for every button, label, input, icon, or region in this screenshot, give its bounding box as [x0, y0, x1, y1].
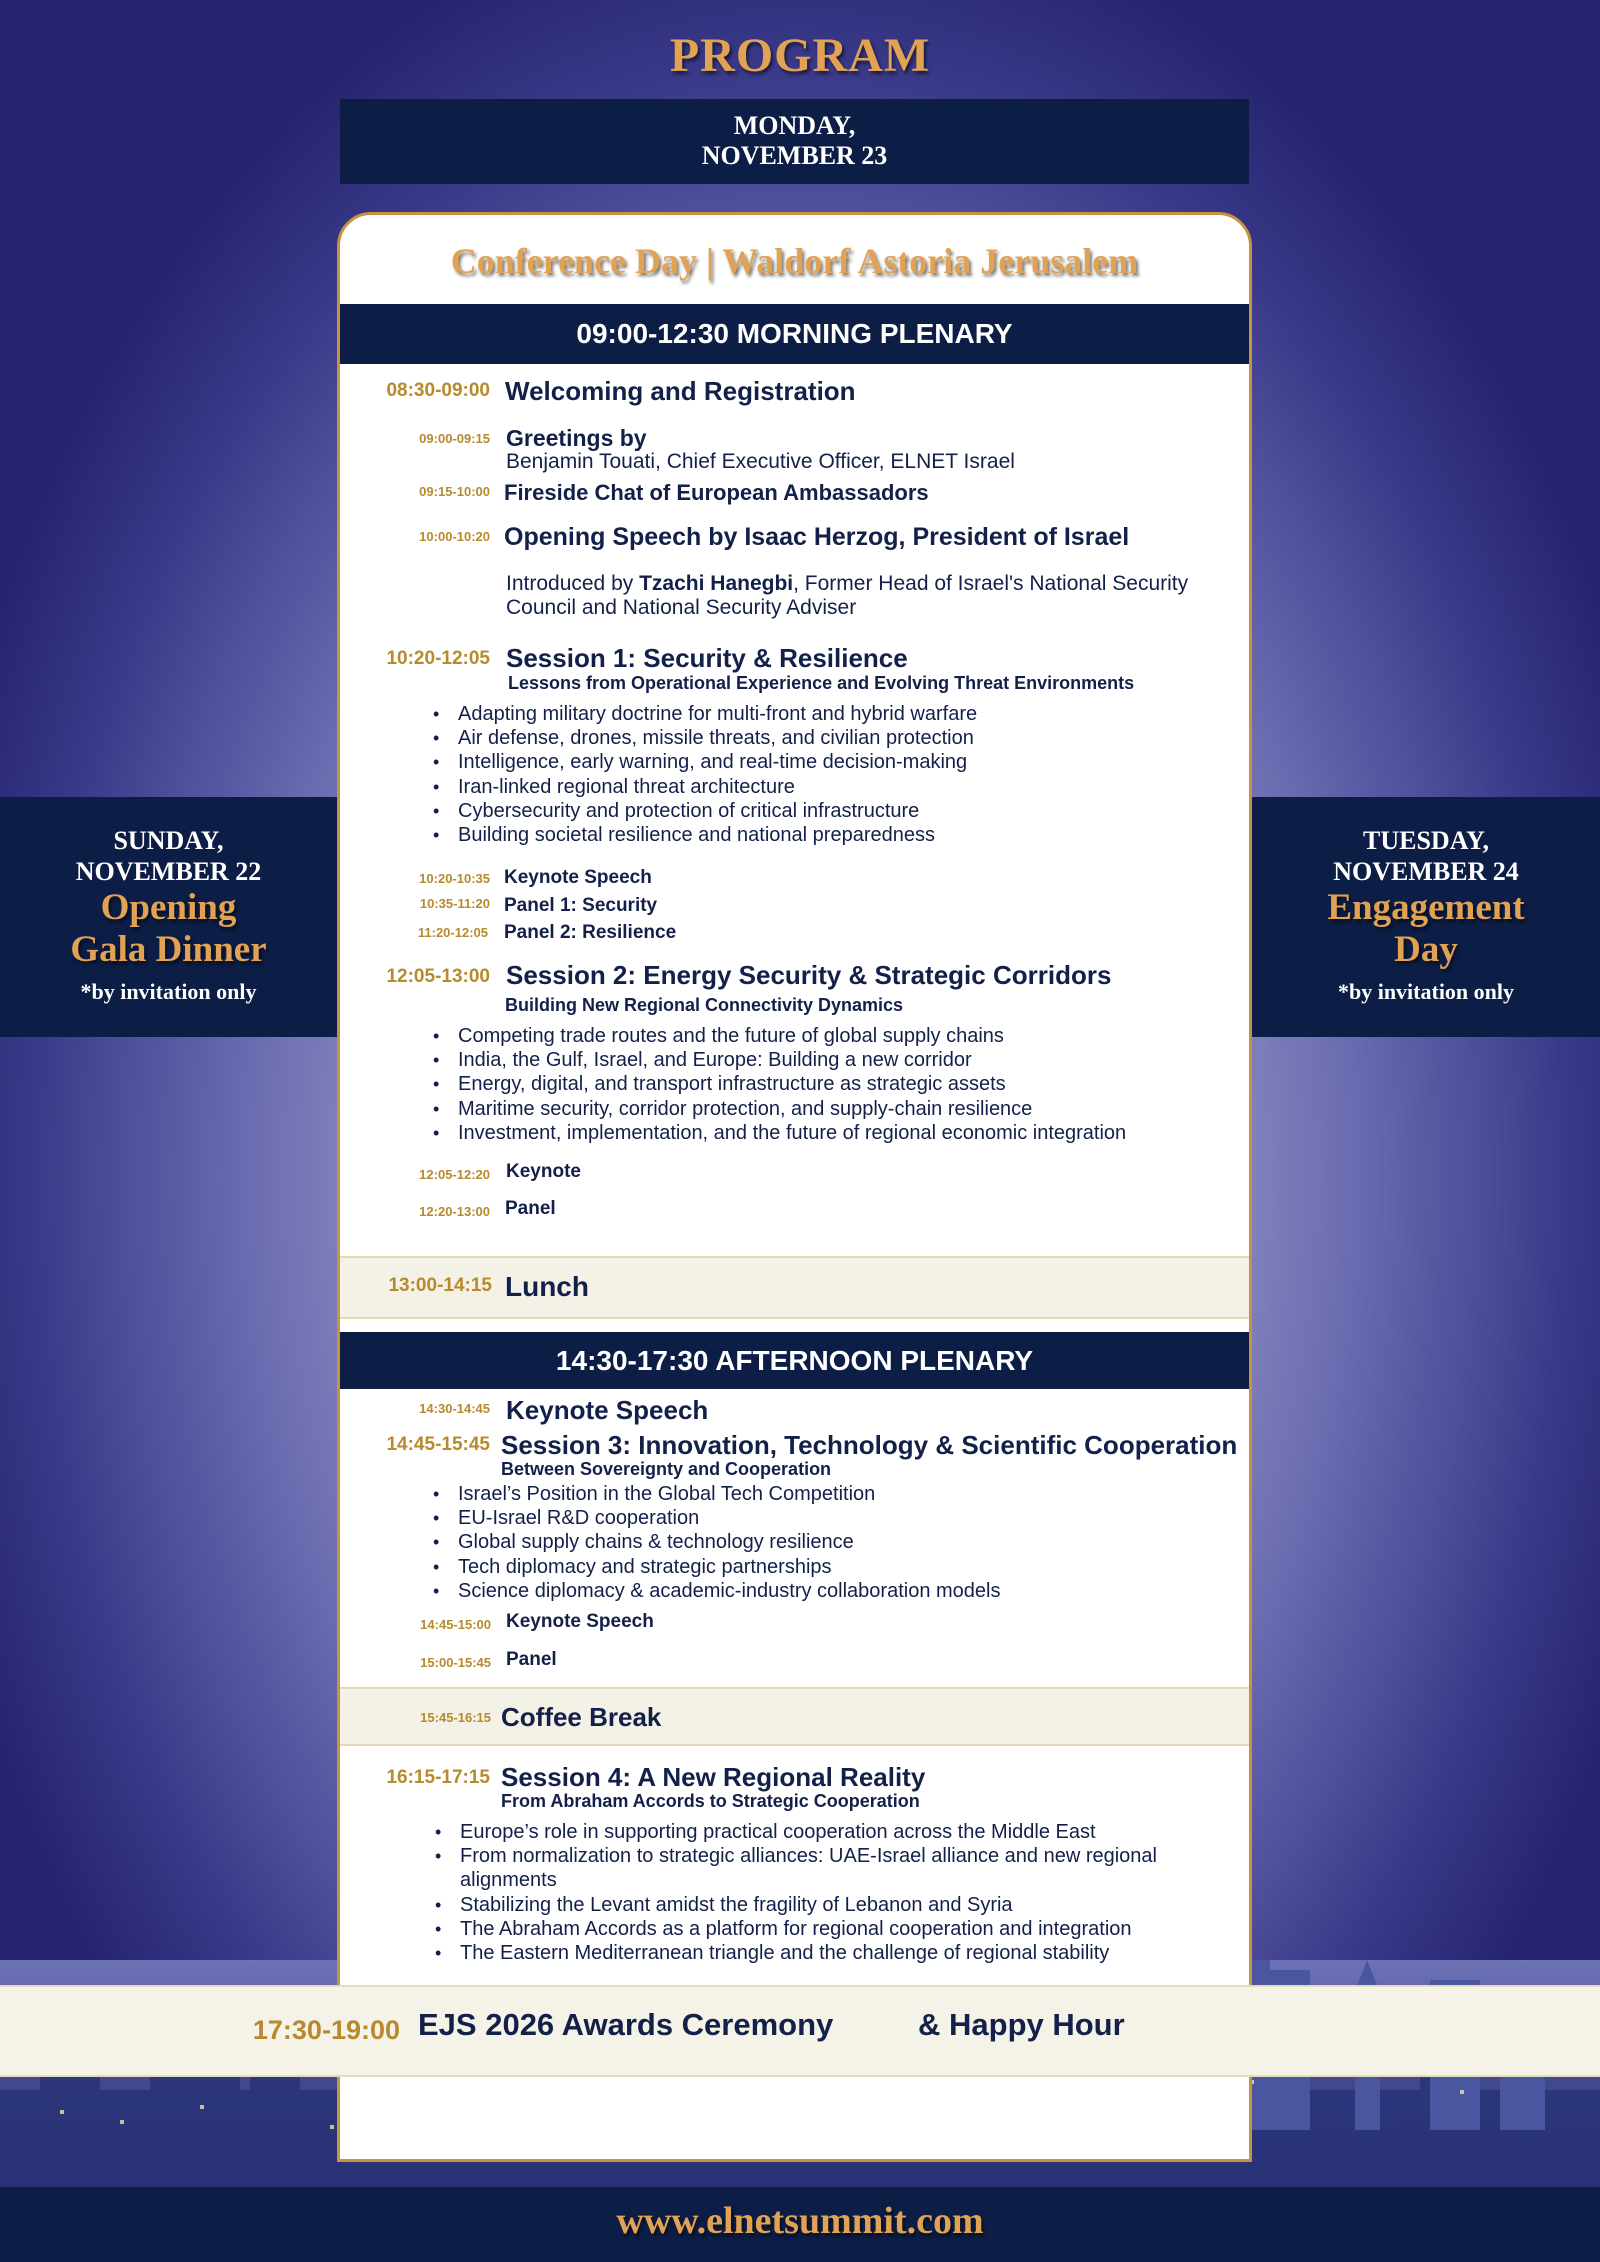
morning-plenary-bar: 09:00-12:30 MORNING PLENARY	[340, 304, 1249, 364]
morning-session1-bullets-bullet: • Iran-linked regional threat architecture	[458, 775, 977, 799]
session1-panel2-title: Panel 2: Resilience	[504, 922, 677, 943]
lunch-time: 13:00-14:15	[388, 1275, 492, 1296]
tuesday-event-line1: Engagement	[1327, 887, 1525, 928]
opening-intro-suffix: , Former Head of Israel's National Security	[793, 572, 1189, 595]
sunday-note: *by invitation only	[80, 979, 257, 1004]
welcome-title: Welcoming and Registration	[505, 376, 856, 406]
session4-time: 16:15-17:15	[386, 1767, 490, 1788]
session2-keynote-title: Keynote	[506, 1161, 581, 1182]
session4-bullets	[460, 1820, 1200, 1965]
coffee-time: 15:45-16:15	[420, 1710, 491, 1725]
sunday-event-line1: Opening	[100, 887, 237, 928]
session2-panel-title: Panel	[505, 1198, 556, 1219]
session3-title: Session 3: Innovation, Technology & Scientific Cooperation	[501, 1430, 1238, 1460]
afternoon-keynote-time: 14:30-14:45	[419, 1401, 490, 1416]
opening-intro-line2: Council and National Security Adviser	[506, 596, 857, 619]
awards-time: 17:30-19:00	[252, 2015, 400, 2045]
session2-keynote-time: 12:05-12:20	[419, 1167, 490, 1182]
footer	[0, 2187, 1600, 2262]
sunday-date-line2: NOVEMBER 22	[75, 857, 262, 886]
morning-session1-bullets-bullet: • Building societal resilience and national preparedness	[458, 823, 977, 847]
session3-bullets	[458, 1482, 1000, 1603]
afternoon-session4-bullets-bullet: • The Abraham Accords as a platform for regional cooperation and integration	[460, 1917, 1200, 1941]
session1-panel2-time: 11:20-12:05	[417, 925, 488, 940]
morning-session2-bullets-bullet: • India, the Gulf, Israel, and Europe: Building a new corridor	[458, 1048, 1126, 1072]
afternoon-session3-bullets-bullet: • Tech diplomacy and strategic partnerships	[458, 1555, 1000, 1579]
tuesday-panel	[1252, 797, 1600, 1037]
afternoon-session4-bullets-bullet: • From normalization to strategic alliances: UAE-Israel alliance and new regional alignments	[460, 1844, 1200, 1892]
session3-panel-title: Panel	[506, 1649, 557, 1670]
afternoon-session3-bullets-bullet: • Science diplomacy & academic-industry collaboration models	[458, 1579, 1000, 1603]
session1-subtitle: Lessons from Operational Experience and Evolving Threat Environments	[508, 673, 1135, 693]
greetings-detail: Benjamin Touati, Chief Executive Officer, ELNET Israel	[506, 450, 1015, 473]
sunday-event-line2: Gala Dinner	[70, 929, 267, 970]
awards-band	[0, 1985, 1600, 2077]
tuesday-date-line2: NOVEMBER 24	[1333, 857, 1519, 886]
morning-session1-bullets-bullet: • Intelligence, early warning, and real-time decision-making	[458, 750, 977, 774]
tuesday-date-line1: TUESDAY,	[1363, 826, 1489, 855]
morning-session1-bullets-bullet: • Air defense, drones, missile threats, and civilian protection	[458, 726, 977, 750]
lunch-title: Lunch	[505, 1271, 589, 1302]
session2-title: Session 2: Energy Security & Strategic Corridors	[506, 960, 1112, 990]
opening-title: Opening Speech by Isaac Herzog, President of Israel	[504, 523, 1130, 551]
session2-panel-time: 12:20-13:00	[419, 1204, 490, 1219]
afternoon-session3-bullets-bullet: • Global supply chains & technology resilience	[458, 1530, 1000, 1554]
session3-keynote-title: Keynote Speech	[506, 1611, 654, 1632]
afternoon-keynote-title: Keynote Speech	[506, 1395, 709, 1425]
session1-panel1-title: Panel 1: Security	[504, 895, 658, 916]
session3-time: 14:45-15:45	[386, 1434, 490, 1455]
opening-intro-prefix: Introduced by	[506, 572, 640, 595]
session2-bullets	[458, 1024, 1126, 1145]
coffee-title: Coffee Break	[501, 1702, 662, 1732]
awards-title-part2: & Happy Hour	[918, 2007, 1125, 2042]
afternoon-plenary-bar: 14:30-17:30 AFTERNOON PLENARY	[340, 1332, 1249, 1389]
welcome-time: 08:30-09:00	[386, 380, 490, 401]
session4-title: Session 4: A New Regional Reality	[501, 1762, 926, 1792]
afternoon-session4-bullets-bullet: • The Eastern Mediterranean triangle and the challenge of regional stability	[460, 1941, 1200, 1965]
awards-title-part1: EJS 2026 Awards Ceremony	[418, 2007, 834, 2042]
session1-title: Session 1: Security & Resilience	[506, 643, 908, 673]
afternoon-session3-bullets-bullet: • EU-Israel R&D cooperation	[458, 1506, 1000, 1530]
session2-subtitle: Building New Regional Connectivity Dynamics	[505, 995, 904, 1015]
afternoon-session3-bullets-bullet: • Israel’s Position in the Global Tech Competition	[458, 1482, 1000, 1506]
day-header-line1: MONDAY,	[733, 111, 856, 140]
opening-intro-name: Tzachi Hanegbi	[639, 572, 794, 595]
opening-intro	[506, 572, 1188, 620]
tuesday-event-line2: Day	[1394, 929, 1458, 970]
morning-session2-bullets-bullet: • Energy, digital, and transport infrastructure as strategic assets	[458, 1072, 1126, 1096]
session1-keynote-title: Keynote Speech	[504, 867, 652, 888]
sunday-date	[0, 797, 337, 887]
session3-panel-time: 15:00-15:45	[420, 1655, 491, 1670]
website-link[interactable]: www.elnetsummit.com	[616, 2200, 984, 2242]
session1-keynote-time: 10:20-10:35	[419, 871, 490, 886]
afternoon-session4-bullets-bullet: • Europe’s role in supporting practical cooperation across the Middle East	[460, 1820, 1200, 1844]
session1-time: 10:20-12:05	[386, 648, 490, 669]
session4-subtitle: From Abraham Accords to Strategic Cooperation	[501, 1791, 920, 1811]
morning-session1-bullets-bullet: • Cybersecurity and protection of critical infrastructure	[458, 799, 977, 823]
morning-session2-bullets-bullet: • Competing trade routes and the future of global supply chains	[458, 1024, 1126, 1048]
opening-time: 10:00-10:20	[419, 529, 490, 544]
afternoon-session4-bullets-bullet: • Stabilizing the Levant amidst the fragility of Lebanon and Syria	[460, 1893, 1200, 1917]
session3-subtitle: Between Sovereignty and Cooperation	[501, 1459, 832, 1479]
morning-session1-bullets-bullet: • Adapting military doctrine for multi-front and hybrid warfare	[458, 702, 977, 726]
conference-day-card	[337, 212, 1252, 2162]
tuesday-date	[1252, 797, 1600, 887]
greetings-time: 09:00-09:15	[419, 431, 490, 446]
fireside-title-text: Fireside Chat of European Ambassadors	[504, 480, 929, 505]
conference-title: Conference Day | Waldorf Astoria Jerusalem	[450, 241, 1139, 281]
session1-bullets	[458, 702, 977, 847]
fireside-time: 09:15-10:00	[419, 484, 490, 499]
greetings-title: Greetings by	[506, 425, 647, 451]
morning-session2-bullets-bullet: • Investment, implementation, and the future of regional economic integration	[458, 1121, 1126, 1145]
sunday-event	[0, 887, 337, 971]
tuesday-event	[1252, 887, 1600, 971]
page-title: PROGRAM	[669, 29, 931, 82]
sunday-date-line1: SUNDAY,	[113, 826, 224, 855]
morning-session2-bullets-bullet: • Maritime security, corridor protection, and supply-chain resilience	[458, 1097, 1126, 1121]
tuesday-note: *by invitation only	[1337, 979, 1515, 1004]
day-header-line2: NOVEMBER 23	[701, 141, 888, 170]
session1-panel1-time: 10:35-11:20	[419, 896, 490, 911]
session3-keynote-time: 14:45-15:00	[420, 1617, 491, 1632]
day-header	[340, 99, 1249, 184]
session2-time: 12:05-13:00	[386, 966, 490, 987]
sunday-panel	[0, 797, 337, 1037]
